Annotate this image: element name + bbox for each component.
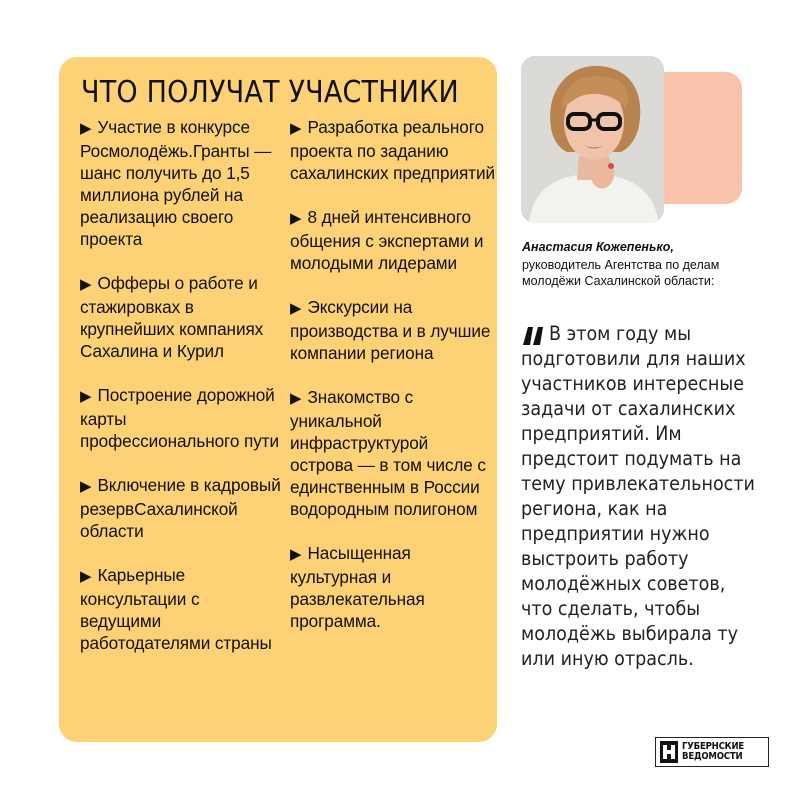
card-title: ЧТО ПОЛУЧАТ УЧАСТНИКИ: [81, 75, 459, 110]
bullet-arrow-icon: ▶: [290, 546, 302, 563]
bullet-arrow-icon: ▶: [80, 568, 92, 585]
author-role: руководитель Агентства по делам молодёжи Сахалинской области:: [522, 258, 720, 288]
benefit-item: ▶ Участие в конкурсе Росмолодёжь.Гранты — шанс получить до 1,5 миллиона рублей на реализацию своего проекта: [80, 117, 272, 249]
benefit-item: ▶ Разработка реального проекта по заданию сахалинских предприятий: [290, 117, 495, 183]
bullet-arrow-icon: ▶: [80, 478, 92, 495]
quote-body: В этом году мы подготовили для наших участников интересные задачи от сахалинских предприятий. Им предстоит подумать на тему привлекательности региона, как на предприятии нужно выстроить работу молодёжных советов, что сделать, чтобы молодёжь выбирала ту или иную отрасль.: [521, 322, 755, 670]
benefit-item: ▶ Построение дорожной карты профессионального пути: [80, 385, 279, 451]
bullet-arrow-icon: ▶: [290, 300, 302, 317]
publisher-logo: [655, 737, 769, 767]
quote-text: [521, 321, 761, 671]
benefit-item: ▶ Включение в кадровый резервСахалинской области: [80, 475, 281, 541]
newspaper-emblem-icon: [660, 741, 678, 763]
benefits-column-left: [80, 116, 285, 676]
benefit-item: ▶ Офферы о работе и стажировках в крупнейших компаниях Сахалина и Курил: [80, 273, 264, 361]
benefit-item: ▶ Экскурсии на производства и в лучшие компании региона: [290, 297, 491, 363]
author-photo: [521, 56, 664, 223]
benefits-column-right: [290, 116, 495, 654]
benefit-item: ▶ Карьерные консультации с ведущими работодателями страны: [80, 565, 272, 653]
bullet-arrow-icon: ▶: [80, 388, 92, 405]
bullet-arrow-icon: ▶: [290, 210, 302, 227]
portrait-illustration: [521, 56, 664, 223]
logo-line-1: ГУБЕРНСКИЕ: [682, 741, 745, 752]
participants-benefits-card: [59, 57, 497, 742]
author-name: Анастасия Кожепенько,: [522, 240, 674, 254]
bullet-arrow-icon: ▶: [290, 390, 302, 407]
bullet-arrow-icon: ▶: [80, 120, 92, 137]
bullet-arrow-icon: ▶: [80, 276, 92, 293]
benefit-item: ▶ 8 дней интенсивного общения с экспертами и молодыми лидерами: [290, 207, 484, 273]
benefit-item: ▶ Знакомство с уникальной инфраструктурой острова — в том числе с единственным в России водородным полигоном: [290, 387, 486, 519]
benefit-item: ▶ Насыщенная культурная и развлекательная программа.: [290, 543, 425, 631]
logo-line-2: ВЕДОМОСТИ: [682, 751, 743, 762]
bullet-arrow-icon: ▶: [290, 120, 302, 137]
